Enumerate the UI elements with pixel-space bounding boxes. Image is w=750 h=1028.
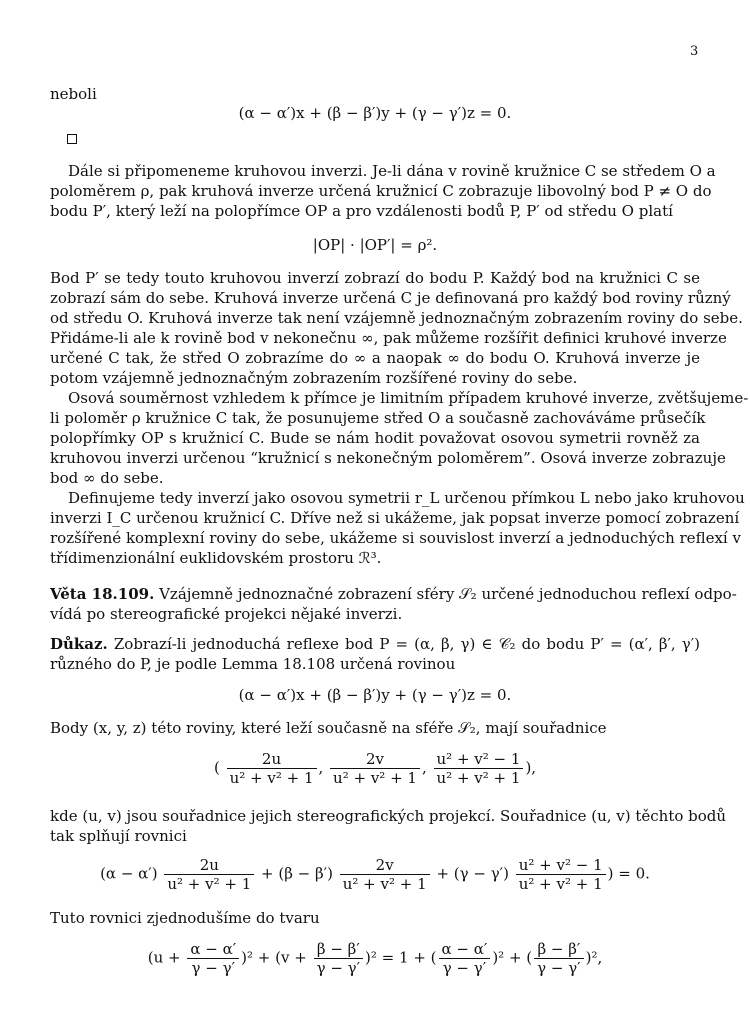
- paragraph-line: Přidáme-li ale k rovině bod v nekonečnu ∞, pak můžeme rozšířit definici kruhové inverze: [50, 329, 727, 347]
- paragraph-line: Tuto rovnici zjednodušíme do tvaru: [50, 909, 320, 927]
- fraction: $\frac{2u}{\text{u² + v² + 1}}$: [164, 856, 254, 893]
- paragraph-line: inverzi I_C určenou kružnicí C. Dříve než si ukážeme, jak popsat inverze pomocí zobrazení: [50, 509, 740, 527]
- fraction: $\frac{\beta - \beta'}{\gamma - \gamma'}$: [314, 940, 363, 977]
- fraction: $\frac{\text{u² + v² − 1}}{\text{u² + v² + 1}}$: [434, 750, 524, 787]
- paragraph-line: Dále si připomeneme kruhovou inverzi. Je-li dána v rovině kružnice C se středem O a: [68, 162, 716, 180]
- equation-simplified: (u + $\frac{\alpha - \alpha'}{\gamma - \gamma'}$ )² + (v + $\frac{\beta - \beta'}{\gamma - \gamma'}$ )² = 1 + ( $\frac{\alpha - \alpha'}{\gamma - \gamma'}$ )² + ( $\frac{\beta - \beta'}{\gamma - \gamma'}$ )²,: [147, 940, 603, 977]
- fraction: $\frac{2u}{\text{u² + v² + 1}}$: [227, 750, 317, 787]
- proof-line: [50, 634, 700, 654]
- paragraph-line: Body (x, y, z) této roviny, které leží současně na sféře 𝒮₂, mají souřadnice: [50, 719, 607, 737]
- page-number: 3: [690, 44, 699, 59]
- fraction: $\frac{\alpha - \alpha'}{\gamma - \gamma'}$: [187, 940, 239, 977]
- theorem-line: [50, 584, 737, 604]
- proof-line: různého do P, je podle Lemma 18.108 určená rovinou: [50, 655, 456, 673]
- paragraph-line: třídimenzionální euklidovském prostoru ℛ³.: [50, 549, 382, 567]
- paragraph-line: zobrazí sám do sebe. Kruhová inverze určená C je definovaná pro každý bod roviny různý: [50, 289, 731, 307]
- intro-word: neboli: [50, 85, 97, 103]
- proof-text: Zobrazí-li jednoduchá reflexe bod P = (α, β, γ) ∈ 𝒞₂ do bodu P′ = (α′, β′, γ′): [113, 635, 700, 653]
- fraction: $\frac{\beta - \beta'}{\gamma - \gamma'}$: [534, 940, 583, 977]
- equation-substituted: (α − α′) $\frac{2u}{\text{u² + v² + 1}}$ + (β − β′) $\frac{2v}{\text{u² + v² + 1}}$ + (γ − γ′) $\frac{\text{u² + v² − 1}}{\text{u² + v² + 1}}$ ) = 0.: [100, 856, 650, 893]
- paragraph-line: bodu P′, který leží na polopřímce OP a pro vzdálenosti bodů P, P′ od středu O platí: [50, 202, 673, 220]
- paragraph-line: Bod P′ se tedy touto kruhovou inverzí zobrazí do bodu P. Každý bod na kružnici C se: [50, 269, 700, 287]
- equation-plane-repeat: (α − α′)x + (β − β′)y + (γ − γ′)z = 0.: [238, 686, 512, 704]
- equation-coordinates: ( $\frac{2u}{\text{u² + v² + 1}}$ , $\frac{2v}{\text{u² + v² + 1}}$ , $\frac{\text{u² + v² − 1}}{\text{u² + v² + 1}}$ ),: [213, 750, 537, 787]
- theorem-line: vídá po stereografické projekci nějaké inverzi.: [50, 605, 403, 623]
- paragraph-line: kde (u, v) jsou souřadnice jejich stereografických projekcí. Souřadnice (u, v) těchto bodů: [50, 807, 727, 825]
- paragraph-line: tak splňují rovnici: [50, 827, 187, 845]
- paragraph-line: určené C tak, že střed O zobrazíme do ∞ a naopak ∞ do bodu O. Kruhová inverze je: [50, 349, 700, 367]
- paragraph-line: rozšířené komplexní roviny do sebe, ukážeme si souvislost inverzí a jednoduchých reflexí v: [50, 529, 741, 547]
- paragraph-line: Definujeme tedy inverzí jako osovou symetrii r_L určenou přímkou L nebo jako kruhovou: [68, 489, 745, 507]
- fraction: $\frac{\text{u² + v² − 1}}{\text{u² + v² + 1}}$: [516, 856, 606, 893]
- qed-symbol: [67, 134, 77, 144]
- equation-plane: (α − α′)x + (β − β′)y + (γ − γ′)z = 0.: [238, 104, 512, 122]
- paragraph-line: bod ∞ do sebe.: [50, 469, 164, 487]
- paragraph-line: Osová souměrnost vzhledem k přímce je limitním případem kruhové inverze, zvětšujeme-: [68, 389, 749, 407]
- fraction: $\frac{2v}{\text{u² + v² + 1}}$: [330, 750, 420, 787]
- paragraph-line: potom vzájemně jednoznačným zobrazením rozšířené roviny do sebe.: [50, 369, 578, 387]
- paragraph-line: li poloměr ρ kružnice C tak, že posunujeme střed O a současně zachováváme průsečík: [50, 409, 706, 427]
- theorem-text: Vzájemně jednoznačné zobrazení sféry 𝒮₂ určené jednoduchou reflexí odpo-: [159, 585, 737, 603]
- proof-label: Důkaz.: [50, 635, 108, 653]
- paragraph-line: od středu O. Kruhová inverze tak není vzájemně jednoznačným zobrazením roviny do sebe.: [50, 309, 743, 327]
- theorem-label: Věta 18.109.: [50, 585, 155, 603]
- fraction: $\frac{2v}{\text{u² + v² + 1}}$: [340, 856, 430, 893]
- fraction: $\frac{\alpha - \alpha'}{\gamma - \gamma'}$: [439, 940, 491, 977]
- paragraph-line: poloměrem ρ, pak kruhová inverze určená kružnicí C zobrazuje libovolný bod P ≠ O do: [50, 182, 712, 200]
- paragraph-line: polopřímky OP s kružnicí C. Bude se nám hodit považovat osovou symetrii rovněž za: [50, 429, 700, 447]
- paragraph-line: kruhovou inverzi určenou “kružnicí s nekonečným poloměrem”. Osová inverze zobrazuje: [50, 449, 726, 467]
- equation-inversion: |OP| · |OP′| = ρ².: [312, 236, 438, 254]
